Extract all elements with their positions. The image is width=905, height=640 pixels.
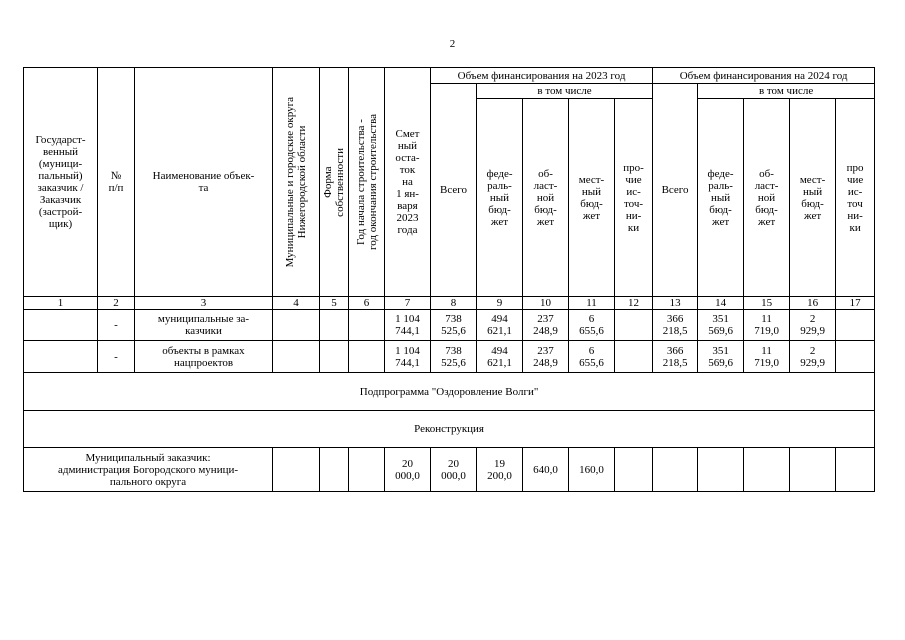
cell-value [653, 448, 698, 492]
cell-value: 738 525,6 [431, 310, 477, 341]
cell-value: 366 218,5 [653, 341, 698, 373]
page-number: 2 [449, 38, 456, 50]
cell-value: 351 569,6 [698, 341, 744, 373]
cell-value: 366 218,5 [653, 310, 698, 341]
col-number: 13 [653, 297, 698, 310]
cell-value: 494 621,1 [477, 341, 523, 373]
col-number: 14 [698, 297, 744, 310]
cell-value [790, 448, 836, 492]
cell-value: 1 104 744,1 [385, 310, 431, 341]
cell-value: 6 655,6 [569, 341, 615, 373]
header-object-name: Наименование объек- та [135, 68, 273, 297]
subprogram-title: Подпрограмма "Оздоровление Волги" [24, 373, 875, 411]
header-group-2023: Объем финансирования на 2023 год [431, 68, 653, 84]
cell-value: 11 719,0 [744, 341, 790, 373]
cell-value [615, 310, 653, 341]
col-number: 5 [320, 297, 349, 310]
col-number: 12 [615, 297, 653, 310]
header-oth-2024: про чие ис- точ ни- ки [836, 99, 875, 297]
cell-empty [273, 448, 320, 492]
cell-value: 6 655,6 [569, 310, 615, 341]
cell-value [615, 341, 653, 373]
header-group-2024: Объем финансирования на 2024 год [653, 68, 875, 84]
header-loc-2024: мест- ный бюд- жет [790, 99, 836, 297]
header-reg-2023: об- ласт- ной бюд- жет [523, 99, 569, 297]
cell-value: 2 929,9 [790, 341, 836, 373]
header-fed-2023: феде- раль- ный бюд- жет [477, 99, 523, 297]
section-title: Реконструкция [24, 411, 875, 448]
header-ownership [320, 68, 349, 297]
cell-customer [24, 310, 98, 341]
header-construction-years [349, 68, 385, 297]
cell-value: 11 719,0 [744, 310, 790, 341]
cell-number: - [98, 341, 135, 373]
cell-value: 237 248,9 [523, 341, 569, 373]
cell-empty [349, 341, 385, 373]
header-total-2024: Всего [653, 84, 698, 297]
header-customer: Государст- венный (муници- пальный) заказчик / Заказчик (застрой- щик) [24, 68, 98, 297]
financing-table [23, 67, 875, 492]
col-number: 3 [135, 297, 273, 310]
table-row [24, 341, 875, 373]
col-number: 10 [523, 297, 569, 310]
cell-value: 640,0 [523, 448, 569, 492]
cell-value: 160,0 [569, 448, 615, 492]
header-districts-text: Муниципальные и городские округа Нижегородской области [284, 96, 308, 268]
cell-value [698, 448, 744, 492]
table-row [24, 310, 875, 341]
cell-value: 494 621,1 [477, 310, 523, 341]
cell-empty [349, 448, 385, 492]
column-number-row [24, 297, 875, 310]
header-reg-2024: об- ласт- ной бюд- жет [744, 99, 790, 297]
table-row [24, 448, 875, 492]
cell-empty [320, 310, 349, 341]
cell-object-name: муниципальные за- казчики [135, 310, 273, 341]
cell-value: 19 200,0 [477, 448, 523, 492]
cell-value [744, 448, 790, 492]
cell-value [615, 448, 653, 492]
col-number: 4 [273, 297, 320, 310]
cell-value: 738 525,6 [431, 341, 477, 373]
cell-value: 1 104 744,1 [385, 341, 431, 373]
header-number: № п/п [98, 68, 135, 297]
col-number: 2 [98, 297, 135, 310]
col-number: 7 [385, 297, 431, 310]
header-estimate-balance: Смет ный оста- ток на 1 ян- варя 2023 года [385, 68, 431, 297]
col-number: 15 [744, 297, 790, 310]
cell-empty [349, 310, 385, 341]
cell-value [836, 448, 875, 492]
cell-value: 2 929,9 [790, 310, 836, 341]
cell-value [836, 310, 875, 341]
cell-value [836, 341, 875, 373]
header-incl-2024: в том числе [698, 84, 875, 99]
header-incl-2023: в том числе [477, 84, 653, 99]
col-number: 16 [790, 297, 836, 310]
header-construction-years-text: Год начала строительства - год окончания строительства [354, 114, 379, 250]
cell-value: 20 000,0 [431, 448, 477, 492]
cell-object-name: объекты в рамках нацпроектов [135, 341, 273, 373]
col-number: 17 [836, 297, 875, 310]
cell-empty [320, 341, 349, 373]
header-oth-2023: про- чие ис- точ- ни- ки [615, 99, 653, 297]
header-loc-2023: мест- ный бюд- жет [569, 99, 615, 297]
header-districts [273, 68, 320, 297]
cell-empty [273, 310, 320, 341]
cell-customer-name: Муниципальный заказчик: администрация Богородского муници- пального округа [24, 448, 273, 492]
col-number: 11 [569, 297, 615, 310]
col-number: 9 [477, 297, 523, 310]
cell-empty [273, 341, 320, 373]
cell-customer [24, 341, 98, 373]
cell-value: 351 569,6 [698, 310, 744, 341]
col-number: 8 [431, 297, 477, 310]
cell-value: 237 248,9 [523, 310, 569, 341]
cell-number: - [98, 310, 135, 341]
header-ownership-text: Форма собственности [322, 147, 346, 217]
cell-empty [320, 448, 349, 492]
header-fed-2024: феде- раль- ный бюд- жет [698, 99, 744, 297]
header-total-2023: Всего [431, 84, 477, 297]
cell-value: 20 000,0 [385, 448, 431, 492]
col-number: 1 [24, 297, 98, 310]
col-number: 6 [349, 297, 385, 310]
